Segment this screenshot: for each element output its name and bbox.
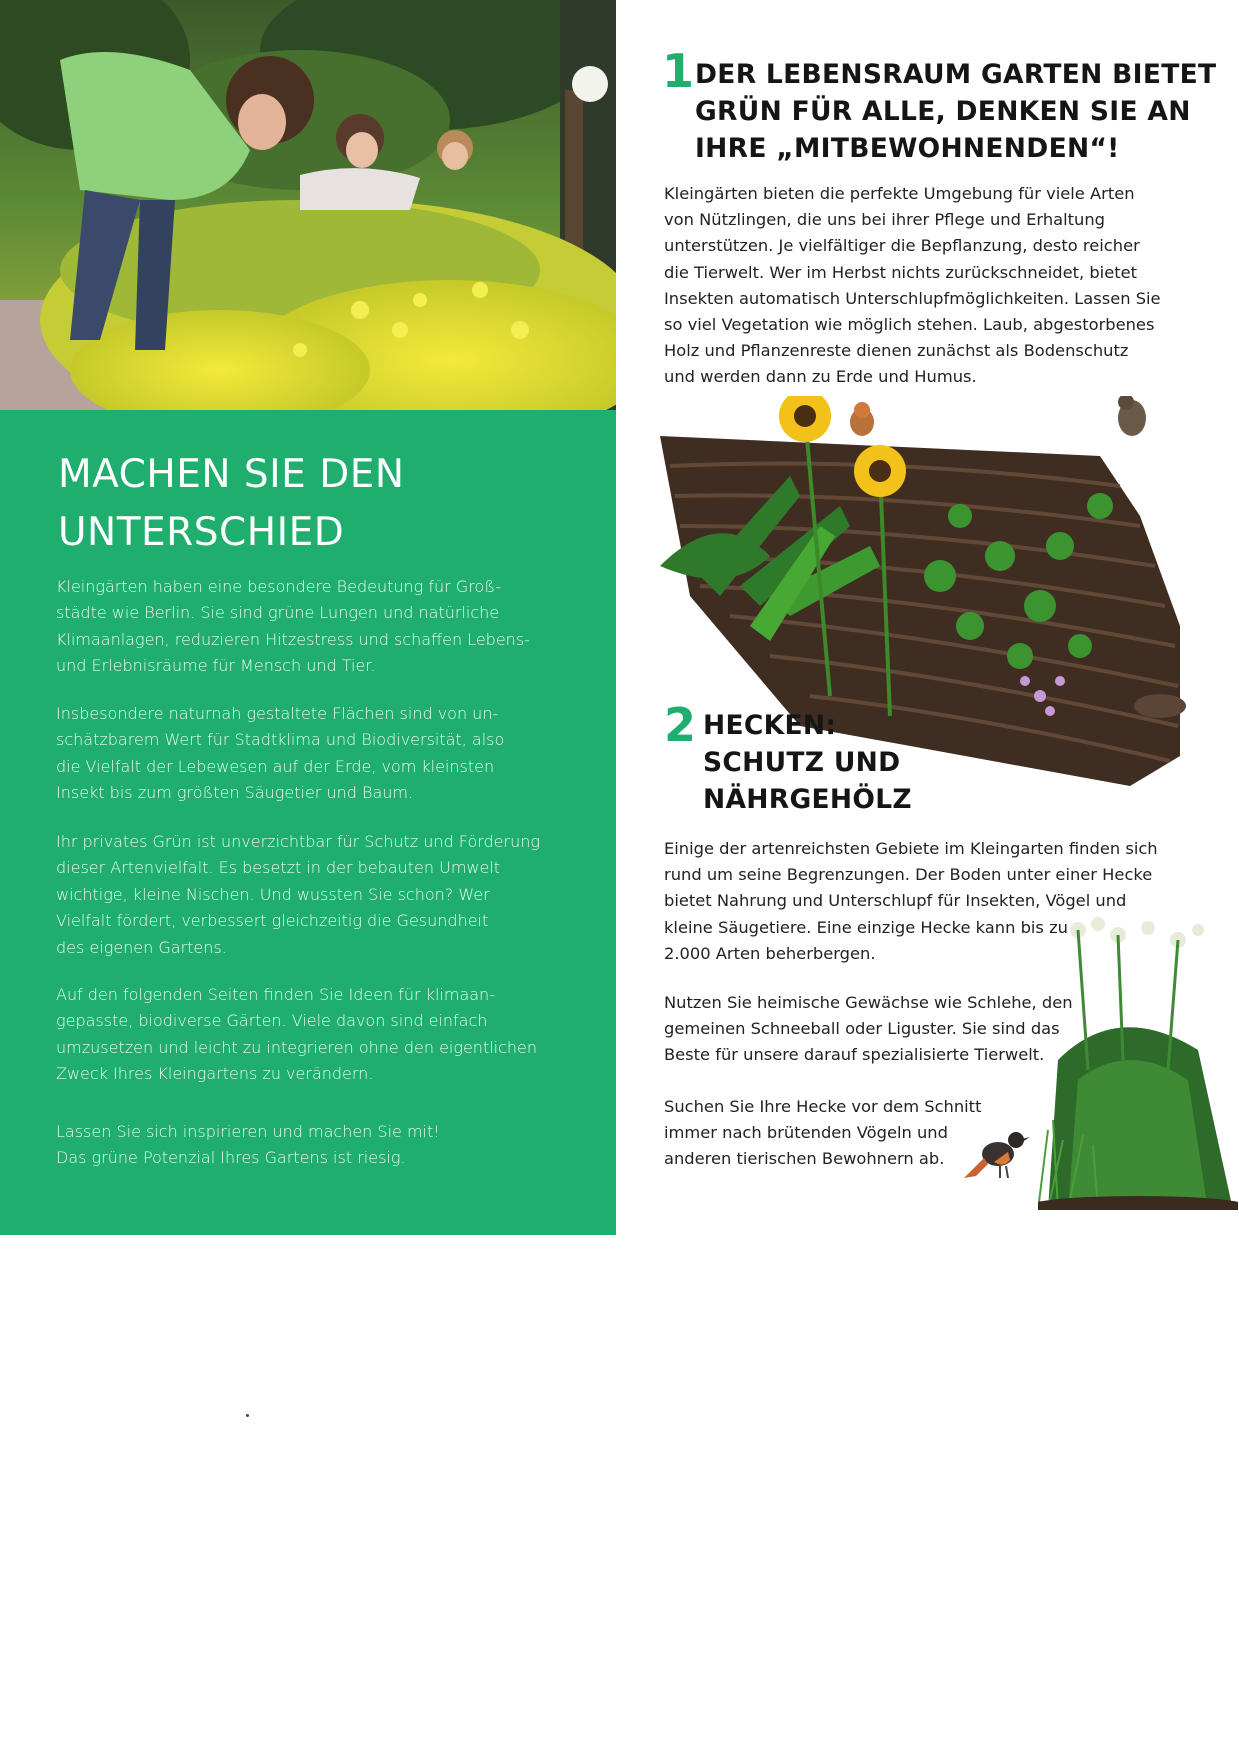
- section-2-body-3: Suchen Sie Ihre Hecke vor dem Schnitt immer nach brütenden Vögeln und anderen tierischen Bewohnern ab.: [664, 1097, 982, 1169]
- hedge-plants-illustration: [1038, 910, 1238, 1210]
- redstart-bird-illustration: [958, 1120, 1038, 1190]
- section-1-number: 1: [662, 44, 695, 98]
- section-2-number: 2: [664, 698, 697, 752]
- section-2-body-1: Einige der artenreichsten Gebiete im Kleingarten finden sich rund um seine Begrenzungen. Der Boden unter einer Hecke bietet Nahrung und Unterschlupf für Insekten, Vögel und kleine Säugetiere. Eine einzige Hecke kann bis zu 2.000 Arten beherbergen.: [664, 839, 1158, 963]
- section-1-body: Kleingärten bieten die perfekte Umgebung für viele Arten von Nützlingen, die uns bei ihrer Pflege und Erhaltung unterstützen. Je vielfältiger die Bepflanzung, desto reicher die Tierwelt. Wer im Herbst nichts zurückschneidet, bietet Insekten automatisch Unterschlupfmöglichkeiten. Lassen Sie so viel Vegetation wie möglich stehen. Laub, abgestorbenes Holz und Pflanzenreste dienen zunächst als Bodenschutz und werden dann zu Erde und Humus.: [664, 184, 1161, 387]
- scan-speck: [246, 1414, 249, 1417]
- section-2-body-2: Nutzen Sie heimische Gewächse wie Schlehe, den gemeinen Schneeball oder Liguster. Sie sind das Beste für unsere darauf spezialisierte Tierwelt.: [664, 993, 1073, 1065]
- intro-paragraph-5: Lassen Sie sich inspirieren und machen Sie mit! Das grüne Potenzial Ihres Gartens ist riesig.: [56, 1122, 440, 1168]
- intro-paragraph-4: Auf den folgenden Seiten finden Sie Ideen für klimaan- gepasste, biodiverse Gärten. Viele davon sind einfach umzusetzen und leicht zu integrieren ohne den eigentlichen Zweck Ihres Kleingartens zu verändern.: [56, 985, 538, 1084]
- garden-photo: [0, 0, 616, 410]
- section-1-title: DER LEBENSRAUM GARTEN BIETET GRÜN FÜR ALLE, DENKEN SIE AN IHRE „MITBEWOHNENDEN“!: [695, 59, 1217, 164]
- panel-title: MACHEN SIE DEN UNTERSCHIED: [58, 452, 405, 555]
- intro-paragraph-3: Ihr privates Grün ist unverzichtbar für Schutz und Förderung dieser Artenvielfalt. Es besetzt in der bebauten Umwelt wichtige, kleine Nischen. Und wussten Sie schon? Wer Vielfalt fördert, verbessert gleichzeitig die Gesundheit des eigenen Gartens.: [56, 832, 540, 957]
- intro-paragraph-1: Kleingärten haben eine besondere Bedeutung für Groß- städte wie Berlin. Sie sind grüne Lungen und natürliche Klimaanlagen, reduzieren Hitzestress und schaffen Lebens- und Erlebnisräume für Mensch und Tier.: [56, 577, 530, 676]
- intro-paragraph-2: Insbesondere naturnah gestaltete Flächen sind von un- schätzbarem Wert für Stadtklima und Biodiversität, also die Vielfalt der Lebewesen auf der Erde, vom kleinsten Insekt bis zum größten Säugetier und Baum.: [56, 704, 505, 803]
- section-2-title: HECKEN: SCHUTZ UND NÄHRGEHÖLZ: [703, 710, 912, 815]
- green-intro-panel: [0, 410, 616, 1235]
